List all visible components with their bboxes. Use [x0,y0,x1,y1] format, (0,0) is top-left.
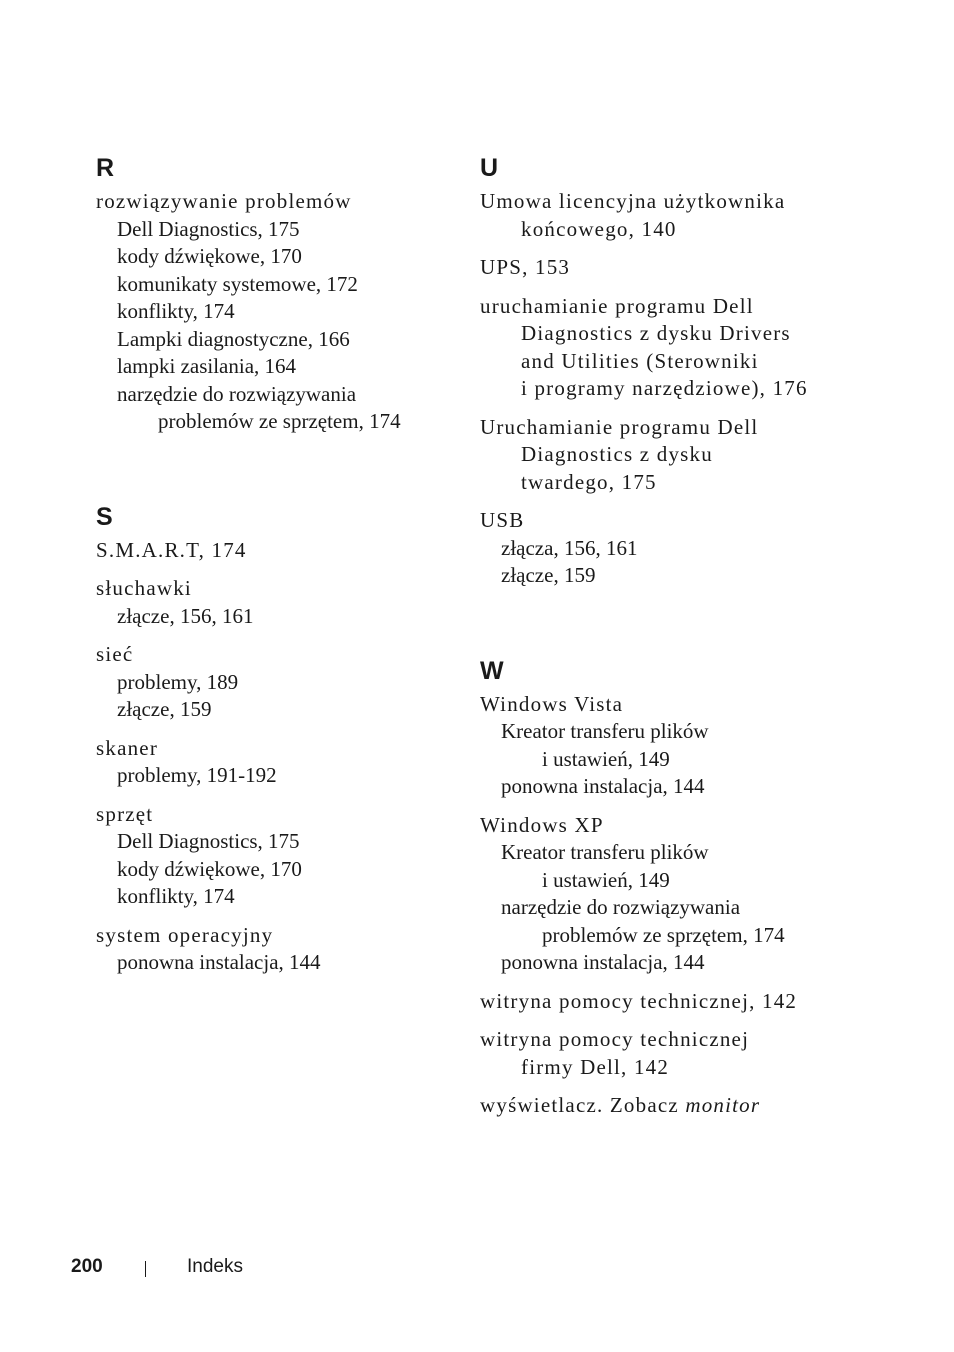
entry-subterm: złącze, 159 [501,563,596,587]
entry-subterm: problemy, 189 [117,669,239,694]
index-entry [480,1092,825,1120]
index-section [480,148,825,590]
index-entry [480,414,825,497]
entry-subterm: komunikaty systemowe, 172 [117,271,358,296]
entry-term: sprzęt [96,801,154,826]
index-entry [480,293,825,403]
index-entry [96,575,441,630]
entry-subterm: kody dźwiękowe, 170 [117,244,302,268]
section-letter: S [96,502,113,531]
entry-term-text: wyświetlacz. Zobacz [480,1093,679,1117]
index-entry [96,922,441,977]
entry-term: Diagnostics z dysku Drivers [521,321,791,345]
section-gap [480,601,825,651]
cross-reference: monitor [685,1093,761,1117]
index-section [480,651,825,1120]
entry-term: UPS, 153 [480,255,571,279]
entry-term: Windows Vista [480,691,624,716]
entry-term: firmy Dell, 142 [521,1054,670,1079]
footer-label: Indeks [187,1256,243,1277]
entry-subterm: ponowna instalacja, 144 [501,774,705,798]
index-entry [480,691,825,801]
index-entry [480,188,825,243]
entry-subterm: narzędzie do rozwiązywania [501,895,741,919]
index-column-right [480,148,825,1131]
entry-subterm: złącze, 156, 161 [117,603,254,628]
entry-subterm: konflikty, 174 [117,299,235,323]
entry-subterm: Kreator transferu plików [501,840,709,864]
entry-term: skaner [96,735,159,760]
entry-term: twardego, 175 [521,469,657,494]
entry-term: rozwiązywanie problemów [96,189,352,213]
page-number: 200 [71,1256,103,1277]
entry-subterm: problemów ze sprzętem, 174 [542,922,785,947]
entry-subterm: Dell Diagnostics, 175 [117,829,300,853]
section-letter: W [480,656,504,685]
entry-term-with-reference [480,1092,825,1120]
index-entry [480,988,825,1016]
index-entry [96,801,441,911]
entry-term: słuchawki [96,576,192,600]
index-entry [96,641,441,724]
index-section [96,497,441,977]
page-footer [0,1254,954,1284]
entry-subterm: i ustawień, 149 [542,867,670,892]
entry-term: USB [480,508,525,532]
index-entry [480,254,825,282]
entry-subterm: problemów ze sprzętem, 174 [158,409,401,433]
entry-subterm: i ustawień, 149 [542,746,670,771]
entry-subterm: konflikty, 174 [117,884,235,908]
section-gap [96,447,441,497]
entry-subterm: lampki zasilania, 164 [117,354,297,378]
entry-term: witryna pomocy technicznej, 142 [480,988,798,1013]
entry-term: i programy narzędziowe), 176 [521,376,808,400]
entry-subterm: problemy, 191-192 [117,763,277,787]
entry-subterm: narzędzie do rozwiązywania [117,381,357,406]
entry-subterm: Lampki diagnostyczne, 166 [117,326,350,351]
entry-subterm: Dell Diagnostics, 175 [117,216,300,241]
entry-term: Umowa licencyjna użytkownika [480,189,786,213]
entry-term: sieć [96,642,134,666]
footer-separator [145,1261,146,1277]
section-letter: R [96,154,115,182]
entry-subterm: złącze, 159 [117,697,212,721]
entry-subterm: ponowna instalacja, 144 [501,950,705,974]
entry-term: system operacyjny [96,922,274,947]
index-entry [96,735,441,790]
entry-term: and Utilities (Sterowniki [521,348,759,373]
index-entry [480,507,825,590]
section-letter: U [480,154,499,182]
entry-term: Uruchamianie programu Dell [480,414,759,439]
entry-subterm: Kreator transferu plików [501,719,709,743]
entry-subterm: ponowna instalacja, 144 [117,950,321,974]
index-entry [480,812,825,977]
entry-term: Diagnostics z dysku [521,442,713,466]
entry-subterm: kody dźwiękowe, 170 [117,856,302,881]
entry-term: końcowego, 140 [521,216,677,241]
index-section [96,148,441,436]
entry-term: Windows XP [480,812,604,837]
index-column-left [96,148,441,988]
index-entry [96,188,441,436]
entry-term: S.M.A.R.T, 174 [96,537,247,562]
entry-term: uruchamianie programu Dell [480,293,754,318]
index-entry [96,537,441,565]
index-entry [480,1026,825,1081]
entry-term: witryna pomocy technicznej [480,1027,750,1051]
entry-subterm: złącza, 156, 161 [501,535,638,560]
